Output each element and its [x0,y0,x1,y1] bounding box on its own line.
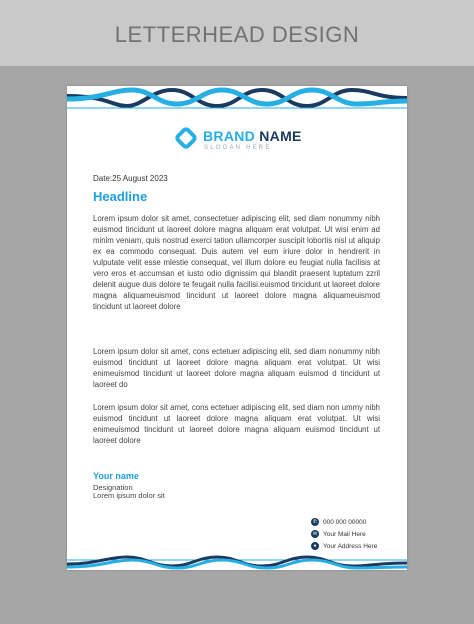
signature-designation: Designation [93,483,133,492]
body-paragraph-3: Lorem ipsum dolor sit amet, cons ectetuer adipiscing elit, sed diam non ummy nibh euismod tincidunt ut laoreet dolore magna aliquam erat volutpat. Ut wisi enimeuismod tincidunt ut laoreet dolore magna aliquam euismod tincidunt ut laoreet dolore [93,403,380,445]
letter-headline: Headline [93,189,148,204]
location-icon: ● [311,542,319,550]
banner-title: LETTERHEAD DESIGN [114,22,360,47]
brand-name [203,128,302,144]
signature-text: Lorem ipsum dolor sit [93,491,165,500]
contact-address [311,542,377,550]
contact-phone-text: 000 000 00000 [323,518,367,526]
signature-name: Your name [93,471,139,481]
brand-name-first: BRAND [203,128,256,144]
brand-slogan: SLOGAN HERE [204,145,272,151]
contact-phone [311,518,366,526]
brand-name-second: NAME [259,128,302,144]
mail-icon: ✉ [312,531,318,537]
body-paragraph-1: Lorem ipsum dolor sit amet, consectetuer adipiscing elit, sed diam nonummy nibh euismod tincidunt ut laoreet dolore magna aliquam erat volutpat. Ut wisi enim ad minim veniam, quis nostrud exerci tation ullamcorper suscipit lobortis nisl ut aliquip ex ea commodo consequat. Duis autem vel eum iriure dolor in hendrerit in vulputate velit esse mlestie consequat, vel illum dolore eu feugiat nulla facilisis at vero eros et accumsan et iusto odio dignissim qui blandit praesent luptatum zzril delenit augue duis dolore te feugait nulla facilisi.euismod tincidunt ut laoreet dolore magna aliquameuismod tincidunt ut laoreet dolore magna aliquameuismod tincidunt ut laoreet dolore [93,214,380,311]
rounded-diamond-icon [175,127,197,149]
contact-mail-text: Your Mail Here [323,530,366,538]
letter-date: Date:25 August 2023 [93,174,168,183]
top-wave-decoration [67,86,407,116]
letterhead-page [67,86,407,570]
brand-block [67,126,407,156]
bottom-wave-decoration [67,554,407,570]
contact-address-text: Your Address Here [323,542,378,550]
contact-mail [311,530,366,538]
body-paragraph-2: Lorem ipsum dolor sit amet, cons ectetuer adipiscing elit, sed diam nonummy nibh euismod tincidunt ut laoreet dolore magna aliquam erat volutpat. Ut wisi enimeuismod tincidunt ut laoreet dolore magna aliquam euismod d tincidunt ut laoreet do [93,347,380,389]
title-banner [0,0,474,66]
phone-icon: ✆ [312,519,318,525]
